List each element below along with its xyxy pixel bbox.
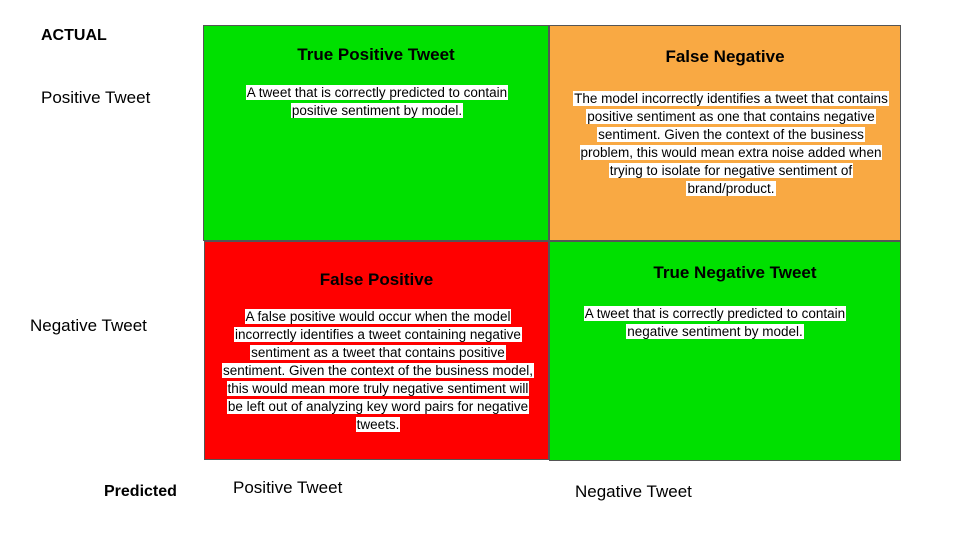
cell-title: True Negative Tweet <box>653 263 817 282</box>
cell-true-negative <box>549 241 901 461</box>
row-label-positive: Positive Tweet <box>41 88 151 107</box>
cell-title: True Positive Tweet <box>297 45 455 64</box>
cell-false-negative <box>549 25 901 241</box>
col-label-negative: Negative Tweet <box>575 482 692 501</box>
cell-description: A tweet that is correctly predicted to contain positive sentiment by model. <box>246 85 508 118</box>
cell-title: False Positive <box>319 270 434 289</box>
cell-description: A false positive would occur when the model incorrectly identifies a tweet containing negative sentiment as a tweet that contains positive sentiment. Given the context of the business model, this would mean more truly negative sentiment will be left out of analyzing key word pairs for negative tweets. <box>223 309 533 432</box>
row-label-negative: Negative Tweet <box>30 316 147 335</box>
col-label-positive: Positive Tweet <box>233 478 343 497</box>
actual-axis-title: ACTUAL <box>41 27 107 44</box>
cell-description: The model incorrectly identifies a tweet that contains positive sentiment as one that contains negative sentiment. Given the context of the business problem, this would mean extra noise added when trying to isolate for negative sentiment of brand/product. <box>574 91 888 196</box>
cell-false-positive <box>204 241 549 460</box>
predicted-axis-title: Predicted <box>104 483 177 500</box>
cell-description: A tweet that is correctly predicted to contain negative sentiment by model. <box>584 306 846 339</box>
cell-true-positive <box>203 25 549 241</box>
cell-title: False Negative <box>665 47 785 66</box>
